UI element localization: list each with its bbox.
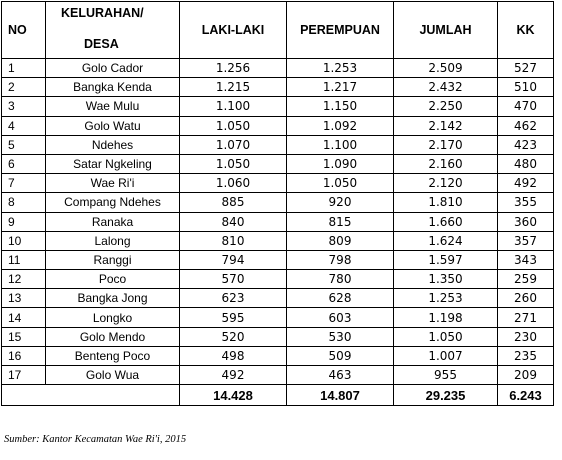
table-row <box>2 231 554 250</box>
cell-perempuan: 1.092 <box>287 116 394 135</box>
cell-desa: Longko <box>46 308 180 327</box>
cell-jumlah: 1.810 <box>394 193 498 212</box>
table-row <box>2 116 554 135</box>
cell-kk: 343 <box>498 250 554 269</box>
cell-jumlah: 1.597 <box>394 250 498 269</box>
cell-no: 10 <box>2 231 46 250</box>
cell-no: 17 <box>2 366 46 385</box>
header-desa-line1: KELURAHAN/ <box>61 6 144 20</box>
total-row <box>2 385 554 406</box>
header-kk: KK <box>498 2 554 59</box>
cell-desa: Satar Ngkeling <box>46 154 180 173</box>
source-note: Sumber: Kantor Kecamatan Wae Ri'i, 2015 <box>4 434 187 445</box>
cell-laki: 1.050 <box>180 154 287 173</box>
cell-laki: 810 <box>180 231 287 250</box>
header-perempuan: PEREMPUAN <box>287 2 394 59</box>
table-row <box>2 97 554 116</box>
table-row <box>2 270 554 289</box>
cell-jumlah: 1.253 <box>394 289 498 308</box>
cell-desa: Ranaka <box>46 212 180 231</box>
cell-kk: 527 <box>498 59 554 78</box>
cell-no: 9 <box>2 212 46 231</box>
cell-laki: 498 <box>180 346 287 365</box>
cell-laki: 492 <box>180 366 287 385</box>
cell-laki: 1.070 <box>180 135 287 154</box>
cell-jumlah: 955 <box>394 366 498 385</box>
cell-laki: 520 <box>180 327 287 346</box>
table-row <box>2 135 554 154</box>
cell-jumlah: 2.432 <box>394 78 498 97</box>
table-row <box>2 250 554 269</box>
cell-kk: 470 <box>498 97 554 116</box>
cell-kk: 462 <box>498 116 554 135</box>
cell-kk: 259 <box>498 270 554 289</box>
cell-perempuan: 780 <box>287 270 394 289</box>
cell-jumlah: 2.120 <box>394 174 498 193</box>
cell-jumlah: 2.170 <box>394 135 498 154</box>
cell-no: 15 <box>2 327 46 346</box>
cell-no: 3 <box>2 97 46 116</box>
table-row <box>2 193 554 212</box>
cell-desa: Wae Mulu <box>46 97 180 116</box>
cell-desa: Lalong <box>46 231 180 250</box>
cell-jumlah: 1.050 <box>394 327 498 346</box>
table-row <box>2 327 554 346</box>
cell-desa: Golo Watu <box>46 116 180 135</box>
cell-perempuan: 1.253 <box>287 59 394 78</box>
cell-jumlah: 1.624 <box>394 231 498 250</box>
cell-perempuan: 798 <box>287 250 394 269</box>
cell-perempuan: 1.090 <box>287 154 394 173</box>
cell-no: 16 <box>2 346 46 365</box>
cell-perempuan: 603 <box>287 308 394 327</box>
cell-laki: 623 <box>180 289 287 308</box>
total-laki: 14.428 <box>180 385 287 406</box>
cell-desa: Golo Cador <box>46 59 180 78</box>
table-row <box>2 308 554 327</box>
header-no: NO <box>2 2 46 59</box>
header-laki: LAKI-LAKI <box>180 2 287 59</box>
cell-laki: 794 <box>180 250 287 269</box>
cell-kk: 271 <box>498 308 554 327</box>
cell-desa: Ndehes <box>46 135 180 154</box>
cell-desa: Compang Ndehes <box>46 193 180 212</box>
cell-no: 14 <box>2 308 46 327</box>
cell-desa: Bangka Kenda <box>46 78 180 97</box>
cell-laki: 1.215 <box>180 78 287 97</box>
cell-kk: 355 <box>498 193 554 212</box>
cell-jumlah: 1.660 <box>394 212 498 231</box>
cell-perempuan: 463 <box>287 366 394 385</box>
total-perempuan: 14.807 <box>287 385 394 406</box>
cell-desa: Wae Ri'i <box>46 174 180 193</box>
cell-desa: Golo Wua <box>46 366 180 385</box>
cell-laki: 885 <box>180 193 287 212</box>
cell-laki: 840 <box>180 212 287 231</box>
header-row <box>2 2 554 59</box>
cell-desa: Bangka Jong <box>46 289 180 308</box>
cell-jumlah: 1.198 <box>394 308 498 327</box>
cell-no: 13 <box>2 289 46 308</box>
cell-perempuan: 920 <box>287 193 394 212</box>
cell-desa: Poco <box>46 270 180 289</box>
cell-no: 1 <box>2 59 46 78</box>
cell-kk: 510 <box>498 78 554 97</box>
cell-laki: 1.100 <box>180 97 287 116</box>
cell-kk: 235 <box>498 346 554 365</box>
cell-perempuan: 815 <box>287 212 394 231</box>
cell-kk: 423 <box>498 135 554 154</box>
cell-perempuan: 509 <box>287 346 394 365</box>
cell-jumlah: 2.509 <box>394 59 498 78</box>
cell-no: 5 <box>2 135 46 154</box>
table-row <box>2 366 554 385</box>
header-desa-line2: DESA <box>84 37 119 51</box>
cell-perempuan: 530 <box>287 327 394 346</box>
cell-perempuan: 1.217 <box>287 78 394 97</box>
cell-perempuan: 809 <box>287 231 394 250</box>
cell-kk: 209 <box>498 366 554 385</box>
cell-jumlah: 1.007 <box>394 346 498 365</box>
cell-laki: 1.256 <box>180 59 287 78</box>
header-desa <box>46 2 180 59</box>
cell-desa: Ranggi <box>46 250 180 269</box>
header-jumlah: JUMLAH <box>394 2 498 59</box>
cell-desa: Golo Mendo <box>46 327 180 346</box>
total-kk: 6.243 <box>498 385 554 406</box>
cell-perempuan: 628 <box>287 289 394 308</box>
cell-jumlah: 1.350 <box>394 270 498 289</box>
cell-kk: 230 <box>498 327 554 346</box>
table-row <box>2 78 554 97</box>
cell-laki: 1.060 <box>180 174 287 193</box>
total-jumlah: 29.235 <box>394 385 498 406</box>
cell-no: 8 <box>2 193 46 212</box>
cell-no: 12 <box>2 270 46 289</box>
cell-perempuan: 1.100 <box>287 135 394 154</box>
cell-laki: 570 <box>180 270 287 289</box>
cell-jumlah: 2.250 <box>394 97 498 116</box>
cell-jumlah: 2.160 <box>394 154 498 173</box>
cell-kk: 360 <box>498 212 554 231</box>
cell-laki: 1.050 <box>180 116 287 135</box>
cell-kk: 260 <box>498 289 554 308</box>
table-row <box>2 59 554 78</box>
cell-laki: 595 <box>180 308 287 327</box>
cell-no: 2 <box>2 78 46 97</box>
table-row <box>2 212 554 231</box>
table-row <box>2 154 554 173</box>
cell-kk: 492 <box>498 174 554 193</box>
cell-no: 6 <box>2 154 46 173</box>
cell-perempuan: 1.050 <box>287 174 394 193</box>
table-body <box>2 59 554 385</box>
table-row <box>2 174 554 193</box>
cell-perempuan: 1.150 <box>287 97 394 116</box>
cell-desa: Benteng Poco <box>46 346 180 365</box>
table-row <box>2 289 554 308</box>
total-label-cell <box>2 385 180 406</box>
cell-no: 11 <box>2 250 46 269</box>
cell-no: 4 <box>2 116 46 135</box>
cell-kk: 480 <box>498 154 554 173</box>
population-table <box>1 1 554 406</box>
cell-kk: 357 <box>498 231 554 250</box>
table-row <box>2 346 554 365</box>
cell-no: 7 <box>2 174 46 193</box>
cell-jumlah: 2.142 <box>394 116 498 135</box>
